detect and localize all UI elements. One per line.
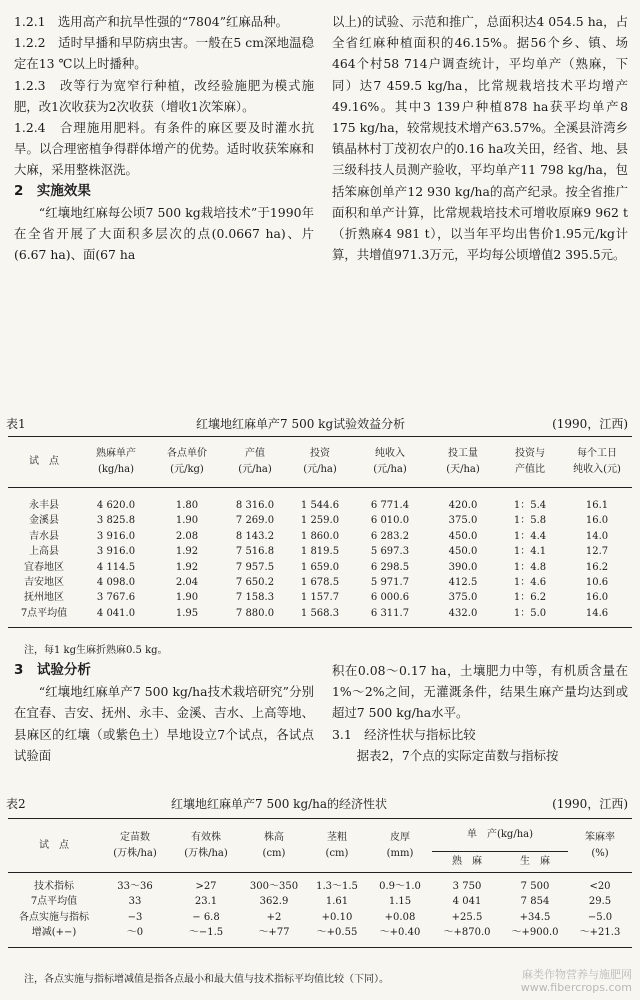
table-cell: 3 767.6 — [96, 592, 136, 604]
table-cell: 增减(+−) — [31, 927, 77, 939]
table-cell: 5 971.7 — [370, 577, 410, 589]
left-column — [14, 11, 314, 265]
table-cell: 1：4.6 — [513, 577, 547, 589]
table-cell: 16.0 — [585, 515, 609, 527]
table-cell: 3 825.8 — [96, 515, 136, 527]
table-cell: 300～350 — [249, 881, 299, 892]
table2-header — [8, 819, 632, 873]
table1-header-cell: 投资 (元/ha) — [288, 437, 352, 488]
table-cell: 5 697.3 — [370, 546, 410, 558]
table-cell: 8 143.2 — [235, 530, 275, 542]
table1-tag: (1990，江西) — [552, 417, 628, 431]
table-cell: 1.92 — [175, 561, 199, 573]
table-cell: 16.0 — [585, 592, 609, 604]
table-cell: 4 041 — [452, 896, 482, 908]
table-cell: 4 620.0 — [96, 500, 136, 511]
table-cell: 7点平均值 — [30, 896, 78, 908]
table-cell: 6 771.4 — [370, 500, 410, 511]
table-cell: 33 — [128, 896, 142, 908]
table2-header-row — [8, 819, 632, 852]
table-cell: 7 650.2 — [235, 577, 275, 589]
watermark-line-2: www.fibercrops.com — [520, 981, 632, 994]
table-cell: ～+21.3 — [579, 927, 621, 939]
table-cell: 2.08 — [175, 530, 199, 542]
table2-header-cell: 单 产(kg/ha) — [432, 819, 568, 852]
table-cell: ～+0.40 — [379, 927, 421, 939]
table2-header-cell: 茎粗 (cm) — [306, 819, 368, 873]
table-cell: 1：5.0 — [513, 607, 547, 619]
table-cell: 吉水县 — [29, 530, 59, 542]
table-cell: 375.0 — [448, 515, 478, 527]
table-cell: 3 750 — [452, 881, 482, 892]
table-cell: 1：5.8 — [513, 515, 547, 527]
table-cell: 3 916.0 — [96, 546, 136, 558]
table-cell: +25.5 — [451, 911, 483, 923]
table1-header-row — [8, 437, 632, 488]
table-cell: 抚州地区 — [24, 592, 64, 604]
table-row — [8, 925, 632, 947]
table-cell: 4 098.0 — [96, 577, 136, 589]
table-cell: 1：4.4 — [513, 530, 547, 542]
table-cell: 各点实施与指标 — [19, 911, 89, 923]
para-1-2-2: 1.2.2 适时早播和早防病虫害。一般在5 cm深地温稳定在13 ℃以上时播种。 — [14, 35, 314, 72]
table-row — [8, 488, 632, 514]
table2-subheader-cell: 熟 麻 — [432, 852, 502, 873]
para-1-2-3: 1.2.3 改等行为宽窄行种植，改经验施肥为模式施肥，改1次收获为2次收获（增收1次笨麻）。 — [14, 77, 314, 114]
table1-header-cell: 投资与 产值比 — [498, 437, 562, 488]
table-cell: 1 259.0 — [300, 515, 340, 527]
table-cell: 7 854 — [520, 896, 550, 908]
table2-tag: (1990，江西) — [552, 797, 628, 811]
table-cell: −5.0 — [587, 911, 613, 923]
table-cell: 412.5 — [448, 577, 478, 589]
table-row — [8, 873, 632, 895]
table-cell: 1.3～1.5 — [316, 881, 358, 892]
table2-title: 红壤地红麻单产7 500 kg/ha的经济性状 — [171, 797, 388, 811]
table2-header-cell: 试 点 — [8, 819, 100, 873]
table1-label: 表1 — [6, 417, 26, 431]
table-cell: 吉安地区 — [24, 577, 64, 589]
table1-header-cell: 各点单价 (元/kg) — [152, 437, 222, 488]
table-row — [8, 529, 632, 544]
table-cell: +0.10 — [321, 911, 353, 923]
table-row — [8, 590, 632, 605]
table-cell: ～+0.55 — [316, 927, 358, 939]
table-cell: 1.92 — [175, 546, 199, 558]
table-cell: 10.6 — [585, 577, 609, 589]
table-cell: +34.5 — [519, 911, 551, 923]
table-cell: 1：4.1 — [513, 546, 547, 558]
table-row — [8, 606, 632, 628]
table1-header-cell: 投工量 (天/ha) — [428, 437, 498, 488]
table-cell: 14.0 — [585, 530, 609, 542]
table-cell: <20 — [589, 881, 611, 892]
table-cell: 1 544.6 — [300, 500, 340, 511]
table-cell: 6 010.0 — [370, 515, 410, 527]
table-cell: 29.5 — [588, 896, 612, 908]
table-cell: 1 678.5 — [300, 577, 340, 589]
watermark — [521, 968, 632, 994]
watermark-line-1: 麻类作物营养与施肥网 — [522, 968, 632, 981]
table2 — [8, 818, 632, 948]
table-row — [8, 575, 632, 590]
table-cell: 1.15 — [388, 896, 412, 908]
table-cell: 8 316.0 — [235, 500, 275, 511]
section-3-left — [14, 660, 314, 766]
table-cell: 375.0 — [448, 592, 478, 604]
table-cell: 7 957.5 — [235, 561, 275, 573]
table-cell: 1.61 — [325, 896, 349, 908]
table1-header-cell: 试 点 — [8, 437, 80, 488]
table-cell: 1.95 — [175, 607, 199, 619]
table2-subheader-cell: 生 麻 — [502, 852, 568, 873]
section-3-1-para: 据表2，7个点的实际定苗数与指标按 — [356, 747, 559, 763]
table1-header-cell: 熟麻单产 (kg/ha) — [80, 437, 152, 488]
table-cell: 4 041.0 — [96, 607, 136, 619]
table-cell: 450.0 — [448, 546, 478, 558]
table-cell: 1：4.8 — [513, 561, 547, 573]
table-cell: ～+77 — [258, 927, 290, 939]
table1-note: 注，每1 kg生麻折熟麻0.5 kg。 — [24, 645, 168, 656]
table2-label: 表2 — [6, 797, 26, 811]
table2-header-cell: 皮厚 (mm) — [368, 819, 432, 873]
table-cell: 7 158.3 — [235, 592, 275, 604]
table-cell: ～−1.5 — [188, 927, 224, 939]
table-row — [8, 910, 632, 925]
table-cell: 1 659.0 — [300, 561, 340, 573]
para-1-2-1: 1.2.1 选用高产和抗旱性强的“7804”红麻品种。 — [14, 14, 288, 29]
section-3-title: 3 试验分析 — [14, 662, 91, 678]
table1-header-cell: 纯收入 (元/ha) — [352, 437, 428, 488]
table-cell: 7 516.8 — [235, 546, 275, 558]
table-cell: 0.9～1.0 — [379, 881, 421, 892]
table-cell: 金溪县 — [29, 515, 59, 527]
section-3-1-title: 3.1 经济性状与指标比较 — [332, 726, 476, 742]
table-cell: 1：5.4 — [513, 500, 547, 511]
table-cell: 7 880.0 — [235, 607, 275, 619]
table1-title: 红壤地红麻单产7 500 kg试验效益分析 — [196, 417, 406, 431]
table-cell: 3 916.0 — [96, 530, 136, 542]
table-cell: − 6.8 — [192, 911, 220, 923]
table-row — [8, 544, 632, 559]
table-cell: +2 — [266, 911, 282, 923]
table-cell: 1.90 — [175, 592, 199, 604]
table-cell: −3 — [127, 911, 143, 923]
table-cell: 362.9 — [259, 896, 289, 908]
table-cell: 1：6.2 — [513, 592, 547, 604]
table2-header-cell: 笨麻率 (%) — [568, 819, 632, 873]
table-cell: 1 157.7 — [300, 592, 340, 604]
section-2-title: 2 实施效果 — [14, 182, 91, 199]
table-cell: 432.0 — [448, 607, 478, 619]
table-cell: 1.90 — [175, 515, 199, 527]
table-cell: 6 000.6 — [370, 592, 410, 604]
table-cell: +0.08 — [384, 911, 416, 923]
table-cell: 23.1 — [194, 896, 218, 908]
table1-heading — [6, 413, 632, 435]
section-3-right — [332, 660, 628, 766]
table1 — [8, 436, 632, 628]
table-cell: ～+870.0 — [443, 927, 491, 939]
table1-body — [8, 488, 632, 628]
right-column — [332, 11, 628, 265]
table-cell: 宜春地区 — [24, 561, 64, 573]
table-cell: 上高县 — [29, 546, 59, 558]
table-row — [8, 560, 632, 575]
section-3-para: “红壤地红麻单产7 500 kg/ha技术栽培研究”分别在宜春、吉安、抚州、永丰、金溪、吉水、上高等地、县麻区的红壤（或紫色土）旱地设立7个试点，各试点试验面 — [14, 684, 314, 763]
table-row — [8, 513, 632, 528]
table-cell: 16.2 — [585, 561, 609, 573]
table2-body — [8, 873, 632, 948]
para-1-2-4: 1.2.4 合理施用肥料。有条件的麻区要及时灌水抗旱。以合理密植争得群体增产的优势。适时收获笨麻和大麻，采用整株沤洗。 — [14, 120, 314, 178]
table1-header-cell: 每个工日 纯收入(元) — [562, 437, 632, 488]
table-cell: 永丰县 — [29, 500, 59, 511]
table2-header-cell: 有效株 (万株/ha) — [170, 819, 242, 873]
table-cell: ～+900.0 — [511, 927, 559, 939]
table-cell: 2.04 — [175, 577, 199, 589]
table-cell: 7 500 — [520, 881, 550, 892]
table2-header-cell: 定苗数 (万株/ha) — [100, 819, 170, 873]
table-cell: 33～36 — [117, 881, 153, 892]
table-cell: 1 819.5 — [300, 546, 340, 558]
table-cell: 6 298.5 — [370, 561, 410, 573]
table-cell: ～0 — [126, 927, 144, 939]
table-cell: 1 860.0 — [300, 530, 340, 542]
table-cell: 技术指标 — [34, 881, 74, 892]
table-cell: 450.0 — [448, 530, 478, 542]
section-2-para: “红壤地红麻每公顷7 500 kg栽培技术”于1990年在全省开展了大面积多层次的点(0.0667 ha)、片(6.67 ha)、面(67 ha — [14, 204, 314, 263]
table-cell: 12.7 — [585, 546, 609, 558]
section-2-continued: 以上)的试验、示范和推广，总面积达4 054.5 ha，占全省红麻种植面积的46.15%。据56个乡、镇、场464个村58 714户调查统计，平均单产（熟麻，下同）达7 459.5 kg/ha，比常规栽培技术平均增产49.16%。其中3 139户种植878 ha获平均单产8 175 kg/ha，较常规技术增产63.57%。全溪县浒湾乡镇晶林村丁茂初农户的0.16 ha攻关田，经省、地、县三级科技人员测产验收，平均单产11 798 kg/ha，包括笨麻创单产12 930 kg/ha的高产纪录。按全省推广面积和单产计算，比常规栽培技术可增收原麻9 962 t（折熟麻4 981 t），以当年平均出售价1.95元/kg计算，共增值971.3万元，平均每公顷增值2 395.5元。 — [332, 14, 628, 263]
table-cell: 1.80 — [175, 500, 199, 511]
table2-heading — [6, 793, 632, 815]
table-row — [8, 894, 632, 909]
table2-note: 注，各点实施与指标增减值是指各点最小和最大值与技术指标平均值比较（下同）。 — [24, 974, 389, 985]
table-cell: 7 269.0 — [235, 515, 275, 527]
table-cell: 14.6 — [585, 607, 609, 619]
table-cell: 390.0 — [448, 561, 478, 573]
table2-header-cell: 株高 (cm) — [242, 819, 306, 873]
table-cell: 4 114.5 — [96, 561, 136, 573]
table-cell: 6 283.2 — [370, 530, 410, 542]
table1-header-cell: 产值 (元/ha) — [222, 437, 288, 488]
section-3-continued: 积在0.08～0.17 ha，土壤肥力中等，有机质含量在1%～2%之间，无灌溉条件，结果生麻产量均达到或超过7 500 kg/ha水平。 — [332, 663, 628, 721]
table-cell: 16.1 — [585, 500, 609, 511]
table-cell: 6 311.7 — [370, 607, 410, 619]
table-cell: 420.0 — [448, 500, 478, 511]
table-cell: 1 568.3 — [300, 607, 340, 619]
table-cell: >27 — [195, 881, 217, 892]
table-cell: 7点平均值 — [20, 607, 68, 619]
